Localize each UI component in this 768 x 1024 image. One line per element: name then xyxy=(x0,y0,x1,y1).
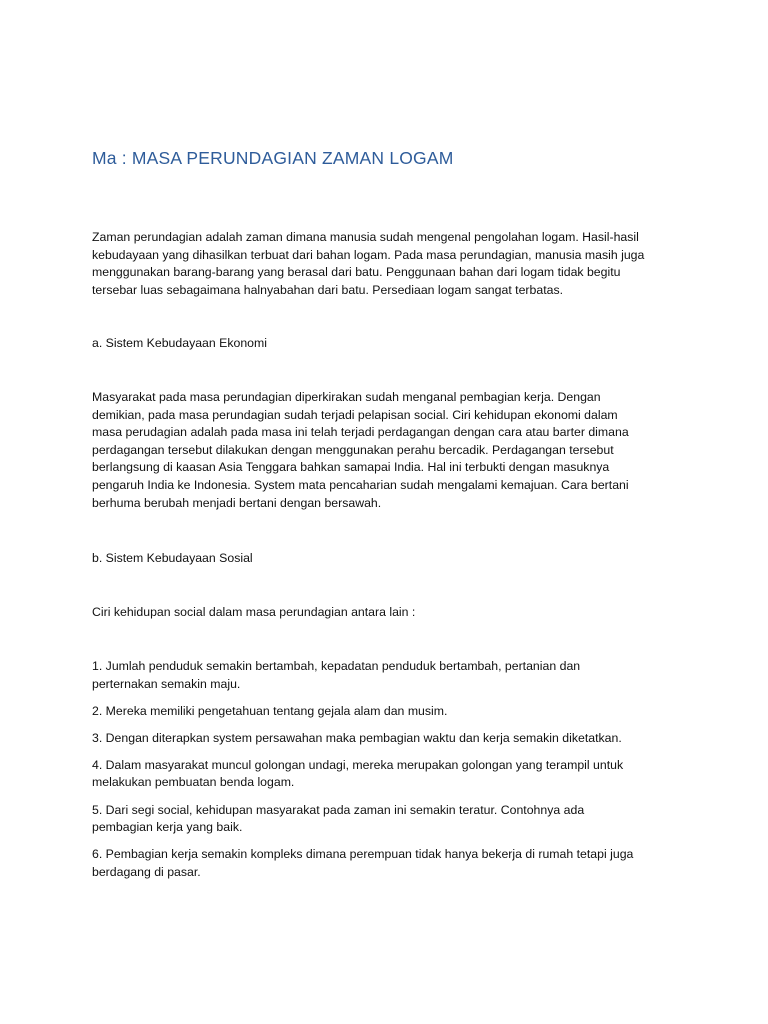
paragraph-ekonomi xyxy=(92,389,682,512)
text-line: pengaruh India ke Indonesia. System mata pencaharian sudah mengalami kemajuan. Cara bertani xyxy=(92,477,629,492)
list-item xyxy=(92,846,682,881)
section-heading-ekonomi: a. Sistem Kebudayaan Ekonomi xyxy=(92,336,267,350)
text-line: pembagian kerja yang baik. xyxy=(92,820,243,835)
text-line: masa perudagian adalah pada masa ini telah terjadi perdagangan dengan cara atau barter dimana xyxy=(92,425,629,440)
text-line: melakukan pembuatan benda logam. xyxy=(92,775,295,790)
text-line: 6. Pembagian kerja semakin kompleks dimana perempuan tidak hanya bekerja di rumah tetapi juga xyxy=(92,847,634,862)
text-line: berhuma berubah menjadi bertani dengan bersawah. xyxy=(92,495,382,510)
list-item xyxy=(92,703,682,721)
paragraph-intro xyxy=(92,229,682,299)
numbered-list xyxy=(92,658,682,891)
text-line: kebudayaan yang dihasilkan terbuat dari bahan logam. Pada masa perundagian, manusia masih juga xyxy=(92,247,645,262)
text-line: berlangsung di kaasan Asia Tenggara bahkan samapai India. Hal ini terbukti dengan masuknya xyxy=(92,460,610,475)
text-line: perternakan semakin maju. xyxy=(92,676,241,691)
list-item xyxy=(92,658,682,693)
text-line: 1. Jumlah penduduk semakin bertambah, kepadatan penduduk bertambah, pertanian dan xyxy=(92,659,581,673)
text-line: 3. Dengan diterapkan system persawahan maka pembagian waktu dan kerja semakin diketatkan. xyxy=(92,730,622,745)
section-heading-sosial: b. Sistem Kebudayaan Sosial xyxy=(92,551,253,565)
document-title: Ma : MASA PERUNDAGIAN ZAMAN LOGAM xyxy=(92,148,454,168)
list-intro: Ciri kehidupan social dalam masa perundagian antara lain : xyxy=(92,605,416,619)
text-line: Masyarakat pada masa perundagian diperkirakan sudah menganal pembagian kerja. Dengan xyxy=(92,390,601,404)
text-line: 2. Mereka memiliki pengetahuan tentang gejala alam dan musim. xyxy=(92,703,448,718)
text-line: tersebar luas sebagaimana halnyabahan dari batu. Persediaan logam sangat terbatas. xyxy=(92,282,564,297)
text-line: Zaman perundagian adalah zaman dimana manusia sudah mengenal pengolahan logam. Hasil-hasil xyxy=(92,230,639,244)
text-line: perdagangan tersebut dilakukan dengan menggunakan perahu bercadik. Perdagangan tersebut xyxy=(92,442,614,457)
list-item xyxy=(92,730,682,748)
text-line: 4. Dalam masyarakat muncul golongan undagi, mereka merupakan golongan yang terampil untuk xyxy=(92,757,624,772)
list-item xyxy=(92,802,682,837)
text-line: berdagang di pasar. xyxy=(92,864,201,879)
text-line: 5. Dari segi social, kehidupan masyarakat pada zaman ini semakin teratur. Contohnya ada xyxy=(92,802,585,817)
text-line: demikian, pada masa perundagian sudah terjadi pelapisan social. Ciri kehidupan ekonomi dalam xyxy=(92,407,618,422)
list-item xyxy=(92,757,682,792)
text-line: menggunakan barang-barang yang berasal dari batu. Penggunaan bahan dari logam tidak begitu xyxy=(92,265,621,280)
